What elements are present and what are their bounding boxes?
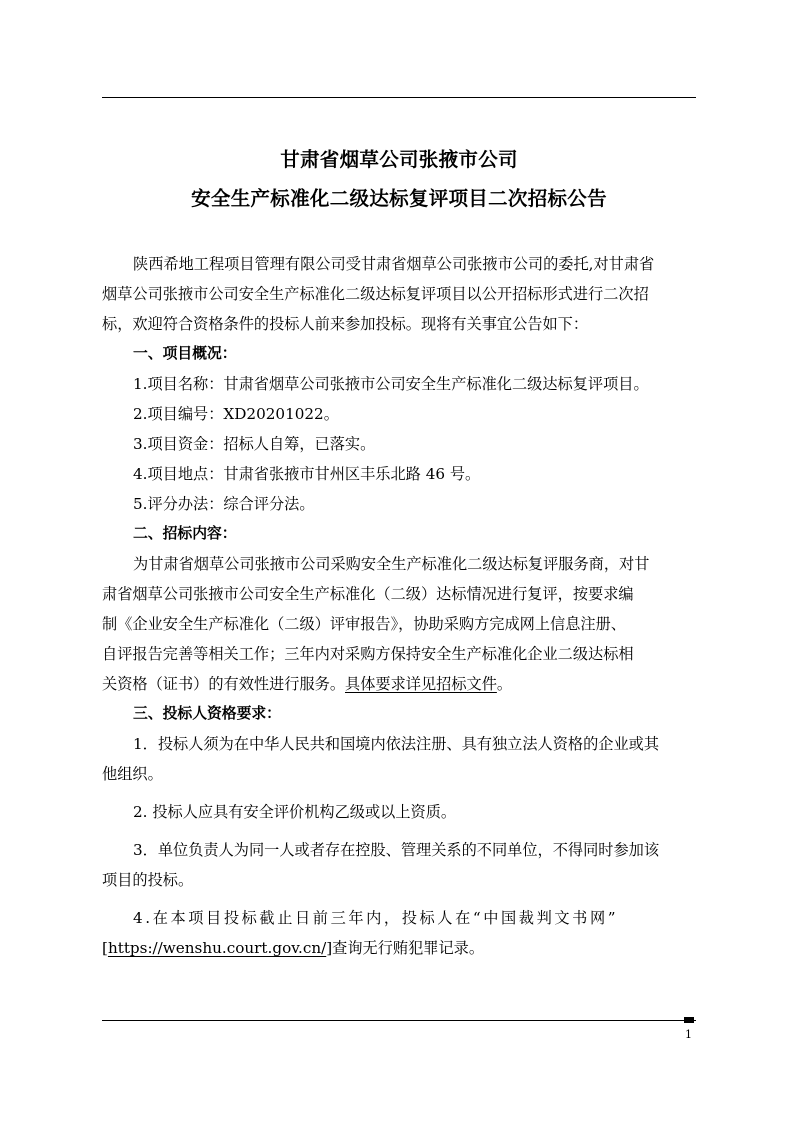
requirement-1 bbox=[102, 729, 696, 789]
header-rule bbox=[102, 97, 696, 98]
intro-paragraph bbox=[102, 249, 696, 339]
bracket-open: [ bbox=[102, 939, 108, 957]
footer-rule bbox=[102, 1020, 696, 1021]
section2-line-1: 为甘肃省烟草公司张掖市公司采购安全生产标准化二级达标复评服务商，对甘 bbox=[133, 555, 650, 573]
section3-heading: 三、投标人资格要求： bbox=[133, 705, 281, 722]
section2-heading: 二、招标内容： bbox=[133, 525, 237, 542]
section2-line-5-end: 。 bbox=[496, 675, 513, 693]
document-title-line2: 安全生产标准化二级达标复评项目二次招标公告 bbox=[191, 187, 607, 210]
requirement-4-line-2-end: ]查询无行贿犯罪记录。 bbox=[326, 939, 485, 957]
requirement-4-line-2 bbox=[102, 933, 696, 963]
section2-line-2: 肃省烟草公司张掖市公司安全生产标准化（二级）达标情况进行复评，按要求编 bbox=[102, 585, 634, 603]
requirement-2: 2. 投标人应具有安全评价机构乙级或以上资质。 bbox=[133, 803, 457, 821]
section2-paragraph bbox=[102, 549, 696, 699]
section2-line-5 bbox=[102, 669, 696, 699]
page-marker-icon bbox=[684, 1017, 694, 1023]
court-website-link[interactable]: https://wenshu.court.gov.cn/ bbox=[107, 939, 327, 957]
section1-item-1: 1.项目名称：甘肃省烟草公司张掖市公司安全生产标准化二级达标复评项目。 bbox=[133, 375, 649, 393]
document-title-line1: 甘肃省烟草公司张掖市公司 bbox=[280, 148, 518, 171]
section2-line-5-text: 关资格（证书）的有效性进行服务。 bbox=[102, 675, 345, 693]
requirement-1-line-2: 他组织。 bbox=[102, 765, 163, 783]
requirement-3 bbox=[102, 835, 696, 895]
tender-document-link[interactable]: 具体要求详见招标文件 bbox=[345, 675, 497, 693]
section1-item-3: 3.项目资金：招标人自筹，已落实。 bbox=[133, 435, 376, 453]
section2-line-3: 制《企业安全生产标准化（二级）评审报告》，协助采购方完成网上信息注册、 bbox=[102, 615, 626, 633]
section1-item-5: 5.评分办法：综合评分法。 bbox=[133, 495, 315, 513]
section1-heading: 一、项目概况： bbox=[133, 345, 237, 362]
page-number: 1 bbox=[685, 1028, 692, 1041]
section1-item-2: 2.项目编号：XD20201022。 bbox=[133, 405, 339, 423]
intro-line-3: 标，欢迎符合资格条件的投标人前来参加投标。现将有关事宜公告如下： bbox=[102, 315, 588, 333]
document-body bbox=[102, 249, 696, 963]
section1-item-4: 4.项目地点：甘肃省张掖市甘州区丰乐北路 46 号。 bbox=[133, 465, 481, 483]
intro-line-2: 烟草公司张掖市公司安全生产标准化二级达标复评项目以公开招标形式进行二次招 bbox=[102, 285, 649, 303]
requirement-3-line-2: 项目的投标。 bbox=[102, 871, 194, 889]
intro-line-1: 陕西希地工程项目管理有限公司受甘肃省烟草公司张掖市公司的委托,对甘肃省 bbox=[133, 255, 655, 273]
requirement-1-line-1: 1．投标人须为在中华人民共和国境内依法注册、具有独立法人资格的企业或其 bbox=[133, 735, 660, 753]
requirement-3-line-1: 3．单位负责人为同一人或者存在控股、管理关系的不同单位，不得同时参加该 bbox=[133, 841, 660, 859]
section2-line-4: 自评报告完善等相关工作；三年内对采购方保持安全生产标准化企业二级达标相 bbox=[102, 645, 634, 663]
requirement-4 bbox=[102, 903, 696, 963]
requirement-4-line-1: 4.在本项目投标截止日前三年内，投标人在“中国裁判文书网” bbox=[133, 909, 619, 927]
